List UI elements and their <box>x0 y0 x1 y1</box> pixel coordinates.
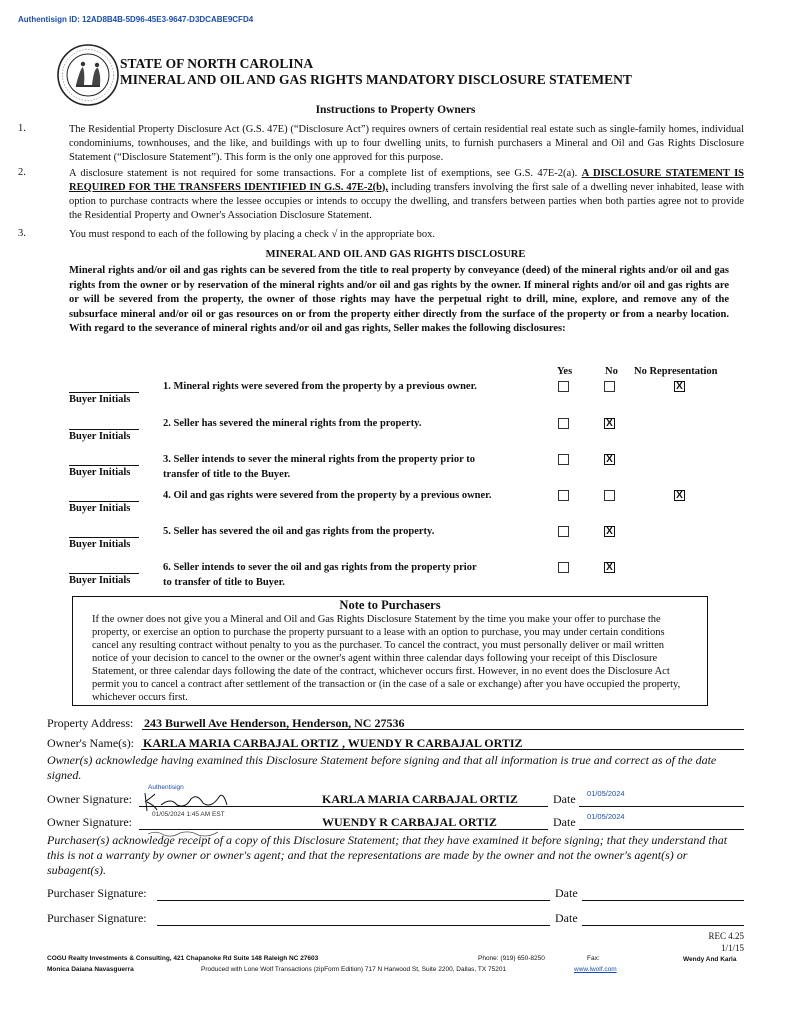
footer-produced: Produced with Lone Wolf Transactions (zipForm Edition) 717 N Harwood St, Suite 2200, Dallas, TX 75201 <box>201 966 507 973</box>
instruction-1-number: 1. <box>18 123 26 134</box>
question-6-yes-checkbox[interactable] <box>558 562 569 573</box>
question-6-no-checkbox[interactable]: X <box>604 562 615 573</box>
column-no-representation: No Representation <box>634 366 718 377</box>
purchaser1-date-line[interactable] <box>582 900 744 901</box>
question-1-line1: 1. Mineral rights were severed from the property by a previous owner. <box>163 381 477 392</box>
question-1-no-checkbox[interactable] <box>604 381 615 392</box>
note-text: If the owner does not give you a Mineral and Oil and Gas Rights Disclosure Statement by the time you make your offer to purchase the property, or exercise an option to purchase the property pursuant to a lease with an option to purchase, you may under certain conditions cancel any resulting contract without penalty to you as the purchaser. To cancel the contract, you must personally deliver or mail written notice of your decision to cancel to the owner or the owner's agent within three calendar days following your receipt of this Disclosure Statement, or three calendar days following the date of the contract, whichever occurs first. However, in no event does the Disclosure Act permit you to cancel a contract after settlement of the transaction or (in the case of a sale or exchange) after you have occupied the property, whichever occurs first. <box>92 614 681 703</box>
question-2-line1: 2. Seller has severed the mineral rights from the property. <box>163 418 422 429</box>
instruction-3-text: You must respond to each of the following by placing a check √ in the appropriate box. <box>69 229 435 240</box>
buyer-initials-label: Buyer Initials <box>69 503 131 514</box>
instruction-2-post: including transfers involving the first sale of a dwelling never inhabited, lease with option to purchase contracts where the lessee occupies or intends to occupy the dwelling, and transfers between parties when both parties agree not to provide the Residential Property and Owner's Association Disclosure Statement. <box>69 182 744 221</box>
owner1-name: KARLA MARIA CARBAJAL ORTIZ <box>322 792 518 806</box>
footer-website-link[interactable]: www.lwolf.com <box>574 966 617 973</box>
question-4-norep-checkbox[interactable]: X <box>674 490 685 501</box>
buyer-initials-line[interactable] <box>69 573 139 574</box>
owner2-date-line <box>579 829 744 830</box>
buyer-initials-label: Buyer Initials <box>69 394 131 405</box>
purchaser2-date-line[interactable] <box>582 925 744 926</box>
buyer-initials-label: Buyer Initials <box>69 431 131 442</box>
owner1-timestamp: 01/05/2024 1:45 AM EST <box>152 811 225 818</box>
buyer-initials-line[interactable] <box>69 429 139 430</box>
owner1-date[interactable]: 01/05/2024 <box>587 789 625 798</box>
owner2-name: WUENDY R CARBAJAL ORTIZ <box>322 815 497 829</box>
north-carolina-seal-icon <box>56 43 120 107</box>
property-address-value[interactable]: 243 Burwell Ave Henderson, Henderson, NC 27536 <box>144 716 405 730</box>
purchaser2-signature-line[interactable] <box>157 925 550 926</box>
disclosure-intro: Mineral rights and/or oil and gas rights can be severed from the title to real property by conveyance (deed) of the mineral rights and/or oil and gas rights from the owner or by reservation of the mineral rights and/or oil and gas rights by the owner. If mineral rights and/or oil and gas rights are or will be severed from the property, the owner of those rights may have the perpetual right to drill, mine, explore, and remove any of the subsurface mineral and/or oil or gas resources on or from the property either directly from the surface of the property or from a nearby location. With regard to the severance of mineral rights and/or oil and gas rights, Seller makes the following disclosures: <box>69 265 729 334</box>
form-title: MINERAL AND OIL AND GAS RIGHTS MANDATORY DISCLOSURE STATEMENT <box>120 72 632 87</box>
instruction-3-number: 3. <box>18 228 26 239</box>
owner1-date-line <box>579 806 744 807</box>
instruction-2-text <box>69 167 744 223</box>
footer-doc-name: Wendy And Karla <box>683 956 737 963</box>
owners-label: Owner's Name(s): <box>47 736 135 750</box>
owner2-date[interactable]: 01/05/2024 <box>587 812 625 821</box>
question-4-line1: 4. Oil and gas rights were severed from the property by a previous owner. <box>163 490 492 501</box>
form-date: 1/1/15 <box>720 943 744 953</box>
footer-fax: Fax: <box>587 955 600 962</box>
buyer-initials-label: Buyer Initials <box>69 539 131 550</box>
owner1-date-label: Date <box>553 792 576 806</box>
buyer-initials-label: Buyer Initials <box>69 467 131 478</box>
question-5-yes-checkbox[interactable] <box>558 526 569 537</box>
purchaser1-signature-line[interactable] <box>157 900 550 901</box>
buyer-initials-line[interactable] <box>69 465 139 466</box>
question-6-line2: to transfer of title to Buyer. <box>163 577 285 588</box>
owners-value[interactable]: KARLA MARIA CARBAJAL ORTIZ , WUENDY R CARBAJAL ORTIZ <box>143 736 523 750</box>
buyer-initials-label: Buyer Initials <box>69 575 131 586</box>
question-3-no-checkbox[interactable]: X <box>604 454 615 465</box>
purchaser-acknowledgement: Purchaser(s) acknowledge receipt of a copy of this Disclosure Statement; that they have examined it before signing; that they understand that this is not a warranty by owner or owner's agent; and that the representations are made by the owner and not the owner's agent(s) or subagent(s). <box>47 833 728 877</box>
question-4-yes-checkbox[interactable] <box>558 490 569 501</box>
footer-phone: Phone: (919) 650-8250 <box>478 955 545 962</box>
owner2-date-label: Date <box>553 815 576 829</box>
question-1-yes-checkbox[interactable] <box>558 381 569 392</box>
owner-acknowledgement: Owner(s) acknowledge having examined this Disclosure Statement before signing and that all information is true and correct as of the date signed. <box>47 753 717 782</box>
footer-agent: Monica Daiana Navasguerra <box>47 966 134 973</box>
purchaser1-signature-label: Purchaser Signature: <box>47 886 147 900</box>
note-heading: Note to Purchasers <box>339 598 441 612</box>
disclosure-heading: MINERAL AND OIL AND GAS RIGHTS DISCLOSURE <box>265 249 526 260</box>
buyer-initials-line[interactable] <box>69 537 139 538</box>
question-2-yes-checkbox[interactable] <box>558 418 569 429</box>
footer-company: COGU Realty Investments & Consulting, 421 Chapanoke Rd Suite 148 Raleigh NC 27603 <box>47 955 319 962</box>
form-code: REC 4.25 <box>708 931 744 941</box>
owner2-signature-label: Owner Signature: <box>47 815 132 829</box>
column-no: No <box>605 366 618 377</box>
question-3-line2: transfer of title to the Buyer. <box>163 469 291 480</box>
question-3-line1: 3. Seller intends to sever the mineral rights from the property prior to <box>163 454 475 465</box>
instruction-2-number: 2. <box>18 167 26 178</box>
question-5-line1: 5. Seller has severed the oil and gas rights from the property. <box>163 526 435 537</box>
buyer-initials-line[interactable] <box>69 392 139 393</box>
state-title: STATE OF NORTH CAROLINA <box>120 56 314 71</box>
property-address-label: Property Address: <box>47 716 134 730</box>
question-6-line1: 6. Seller intends to sever the oil and gas rights from the property prior <box>163 562 477 573</box>
instruction-1-text: The Residential Property Disclosure Act (G.S. 47E) (“Disclosure Act”) requires owners of certain residential real estate such as single-family homes, individual condominiums, townhouses, and the like, and buildings with up to four dwelling units, to furnish purchasers a Mineral and Oil and Gas Rights Disclosure Statement (“Disclosure Statement”). This form is the only one approved for this purpose. <box>69 124 744 163</box>
question-3-yes-checkbox[interactable] <box>558 454 569 465</box>
question-1-norep-checkbox[interactable]: X <box>674 381 685 392</box>
question-4-no-checkbox[interactable] <box>604 490 615 501</box>
column-yes: Yes <box>557 366 573 377</box>
buyer-initials-line[interactable] <box>69 501 139 502</box>
authentisign-id: Authentisign ID: 12AD8B4B-5D96-45E3-9647-D3DCABE9CFD4 <box>18 15 254 24</box>
purchaser2-date-label: Date <box>555 911 578 925</box>
purchaser2-signature-label: Purchaser Signature: <box>47 911 147 925</box>
owner1-authentisign-label: Authentisign <box>148 784 184 791</box>
purchaser1-date-label: Date <box>555 886 578 900</box>
instruction-2-bold: A DISCLOSURE STATEMENT IS REQUIRED FOR THE TRANSFERS IDENTIFIED IN G.S. 47E-2(b), <box>69 168 745 193</box>
instruction-2-pre: A disclosure statement is not required for some transactions. For a complete list of exemptions, see G.S. 47E-2(a). <box>69 168 582 179</box>
owner1-signature-label: Owner Signature: <box>47 792 132 806</box>
instructions-heading: Instructions to Property Owners <box>315 104 476 116</box>
question-2-no-checkbox[interactable]: X <box>604 418 615 429</box>
question-5-no-checkbox[interactable]: X <box>604 526 615 537</box>
